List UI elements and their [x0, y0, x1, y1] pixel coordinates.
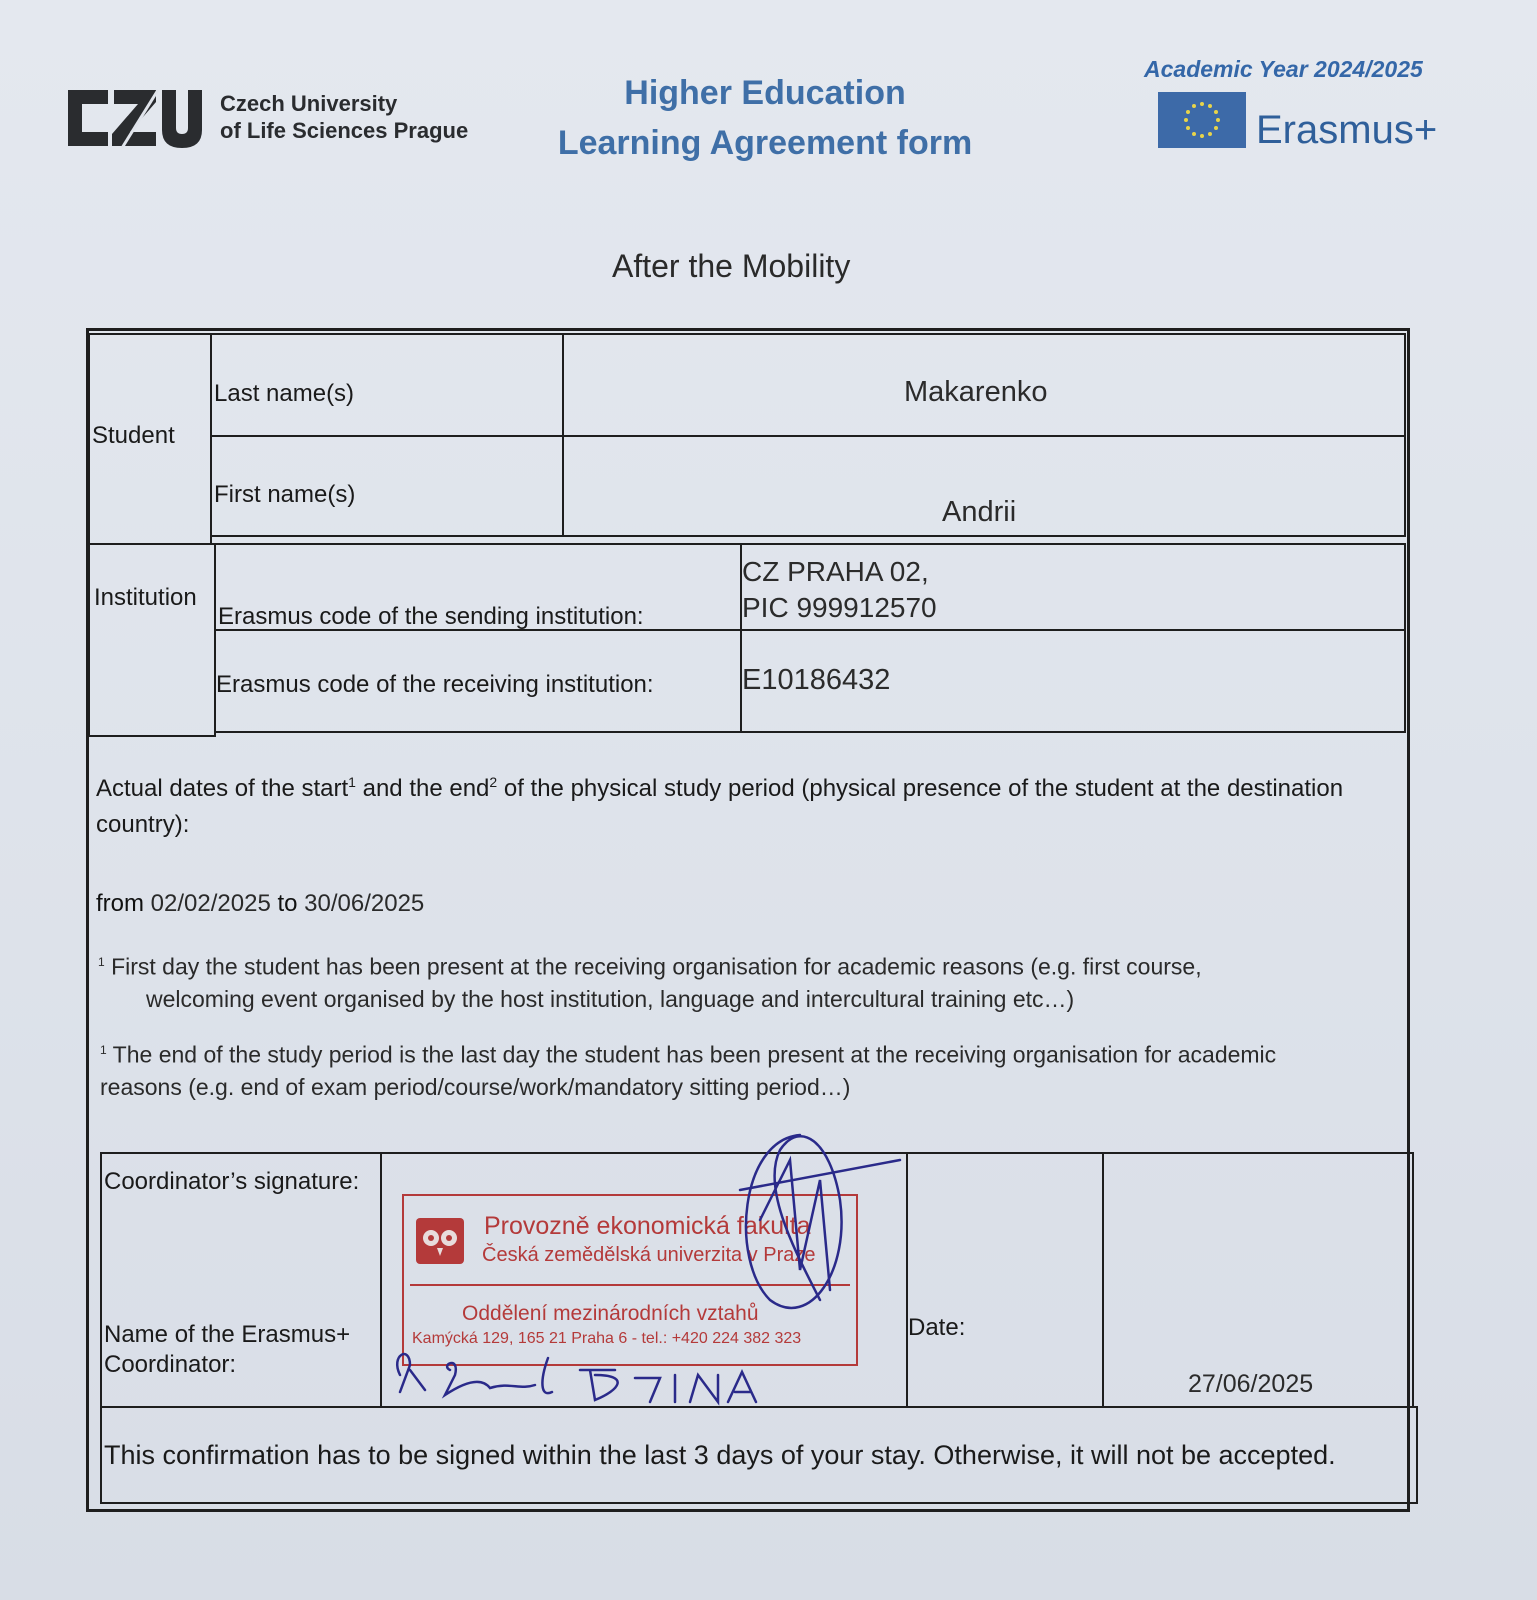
coordinator-name-label-line1: Name of the Erasmus+: [104, 1321, 351, 1348]
form-title-line2: Learning Agreement form: [557, 124, 973, 162]
sending-code-label: Erasmus code of the sending institution:: [218, 603, 644, 630]
handwritten-signature: [380, 1120, 920, 1410]
dates-heading-part2: and the end: [355, 775, 490, 802]
form-title-line1: Higher Education: [624, 74, 906, 112]
stamp-line1: Provozně ekonomická fakulta: [484, 1212, 811, 1240]
institution-section: [88, 543, 216, 737]
sending-code-line1: CZ PRAHA 02,: [742, 556, 929, 587]
institution-label: Institution: [94, 584, 197, 611]
erasmus-plus-logo-text: Erasmus+: [1256, 108, 1438, 152]
last-name-value: Makarenko: [904, 376, 1048, 408]
footnote-2-mark: 1: [100, 1043, 107, 1057]
sending-code-line2: PIC 999912570: [742, 592, 937, 623]
from-date: 02/02/2025: [150, 890, 271, 917]
footnote-2-line1: The end of the study period is the last day the student has been present at the receiving organisation for academic: [112, 1041, 1277, 1068]
footnote-1: [98, 946, 1388, 1015]
first-name-value: Andrii: [942, 496, 1017, 528]
eu-flag-icon: [1158, 92, 1246, 148]
sup-2: 2: [489, 774, 498, 790]
stamp-line4: Kamýcká 129, 165 21 Praha 6 - tel.: +420 224 382 323: [412, 1330, 802, 1347]
page-subtitle: After the Mobility: [612, 248, 851, 284]
coordinator-name-label: [104, 1320, 350, 1380]
czu-logo: [66, 84, 202, 152]
student-label: Student: [92, 422, 175, 449]
to-label: to: [277, 890, 298, 917]
dates-heading-part3: of the physical study period (physical presence of the student at the destination country):: [96, 775, 1344, 838]
footnote-1-line2: welcoming event organised by the host institution, language and intercultural training etc…): [146, 985, 1075, 1012]
university-name-line2: of Life Sciences Prague: [220, 118, 469, 143]
dates-heading-part1: Actual dates of the start: [96, 775, 349, 802]
receiving-code-value: E10186432: [742, 664, 891, 696]
to-date: 30/06/2025: [304, 890, 425, 917]
university-name-line1: Czech University: [220, 91, 398, 116]
stamp-line2: Česká zemědělská univerzita v Praze: [482, 1244, 816, 1266]
academic-year: Academic Year 2024/2025: [1144, 56, 1423, 82]
dates-heading: [96, 764, 1396, 843]
dates-range: [96, 888, 424, 920]
sup-1: 1: [348, 774, 356, 790]
date-label: Date:: [908, 1314, 966, 1341]
footnote-1-mark: 1: [98, 955, 105, 969]
last-name-label: Last name(s): [214, 380, 355, 407]
from-label: from: [96, 890, 144, 917]
coordinator-name-label-line2: Coordinator:: [104, 1351, 237, 1378]
stamp-line3: Oddělení mezinárodních vztahů: [462, 1302, 759, 1325]
footnote-2: [100, 1034, 1390, 1103]
coordinator-signature-label: Coordinator’s signature:: [104, 1168, 360, 1195]
first-name-label: First name(s): [214, 481, 356, 508]
footnote-2-line2: reasons (e.g. end of exam period/course/work/mandatory sitting period…): [100, 1073, 851, 1100]
date-value: 27/06/2025: [1188, 1370, 1314, 1398]
footnote-1-line1: First day the student has been present at the receiving organisation for academic reasons (e.g. first course,: [111, 953, 1202, 980]
notice-text: This confirmation has to be signed within the last 3 days of your stay. Otherwise, it will not be accepted.: [104, 1440, 1336, 1470]
receiving-code-label: Erasmus code of the receiving institution:: [216, 671, 654, 698]
